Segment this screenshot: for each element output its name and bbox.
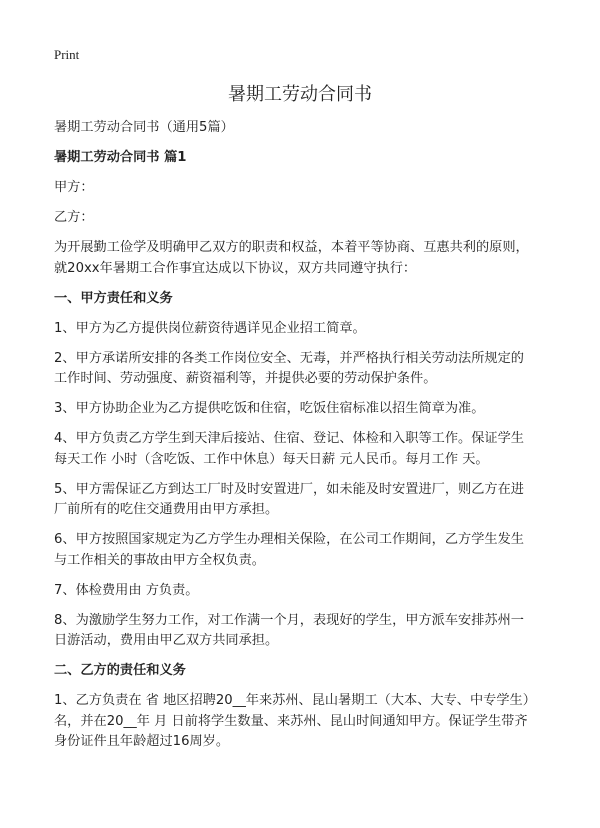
- heading-party-a-duties: 一、甲方责任和义务: [54, 290, 173, 306]
- text-line: 与工作相关的事故由甲方全权负责。: [54, 552, 265, 568]
- party-a: 甲方：: [54, 180, 94, 195]
- clause-item: [54, 581, 554, 602]
- text-line: 工作时间、劳动强度、薪资福利等，并提供必要的劳动保护条件。: [54, 371, 437, 386]
- text-line: 身份证件且年龄超过16周岁。: [54, 734, 230, 749]
- heading-party-b-duties: 二、乙方的责任和义务: [54, 663, 186, 678]
- subtitle: 暑期工劳动合同书（通用5篇）: [54, 120, 234, 135]
- text-line: 6、甲方按照国家规定为乙方学生办理相关保险，在公司工作期间，乙方学生发生: [54, 532, 524, 547]
- section-title: 暑期工劳动合同书 篇1: [54, 150, 187, 165]
- text-line: 每天工作 小时（含吃饭、工作中休息）每天日薪 元人民币。每月工作 天。: [54, 451, 489, 467]
- text-line: 为开展勤工俭学及明确甲乙双方的职责和权益，本着平等协商、互惠共利的原则，: [54, 240, 529, 255]
- clause-item: [54, 349, 554, 390]
- clause-item: [54, 429, 554, 470]
- text-line: 1、甲方为乙方提供岗位薪资待遇详见企业招工简章。: [54, 320, 366, 336]
- text-line: 3、甲方协助企业为乙方提供吃饭和住宿，吃饭住宿标准以招生简章为准。: [54, 401, 485, 416]
- text-line: 5、甲方需保证乙方到达工厂时及时安置进厂，如未能及时安置进厂，则乙方在进: [54, 481, 524, 497]
- clause-item: [54, 399, 554, 420]
- text-line: 4、甲方负责乙方学生到天津后接站、住宿、登记、体检和入职等工作。保证学生: [54, 431, 524, 446]
- text-line: 日游活动，费用由甲乙双方共同承担。: [54, 633, 279, 648]
- clause-item: [54, 611, 554, 652]
- text-line: 7、体检费用由 方负责。: [54, 582, 199, 598]
- text-line: 就20xx年暑期工合作事宜达成以下协议，双方共同遵守执行：: [54, 260, 417, 276]
- text-line: 1、乙方负责在 省 地区招聘20__年来苏州、昆山暑期工（大本、大专、中专学生）: [54, 693, 536, 708]
- intro-paragraph: [54, 238, 554, 279]
- document-body: [54, 118, 554, 762]
- text-line: 厂前所有的吃住交通费用由甲方承担。: [54, 502, 279, 517]
- text-line: 8、为激励学生努力工作，对工作满一个月，表现好的学生，甲方派车安排苏州一: [54, 612, 524, 628]
- text-line: 2、甲方承诺所安排的各类工作岗位安全、无毒，并严格执行相关劳动法所规定的: [54, 350, 524, 366]
- clause-item: [54, 691, 554, 753]
- text-line: 名，并在20__年 月 日前将学生数量、来苏州、昆山时间通知甲方。保证学生带齐: [54, 713, 528, 729]
- clause-item: [54, 319, 554, 340]
- party-b: 乙方：: [54, 210, 94, 225]
- clause-item: [54, 530, 554, 571]
- print-link[interactable]: Print: [54, 47, 80, 62]
- clause-item: [54, 480, 554, 521]
- document-title: 暑期工劳动合同书: [228, 84, 372, 105]
